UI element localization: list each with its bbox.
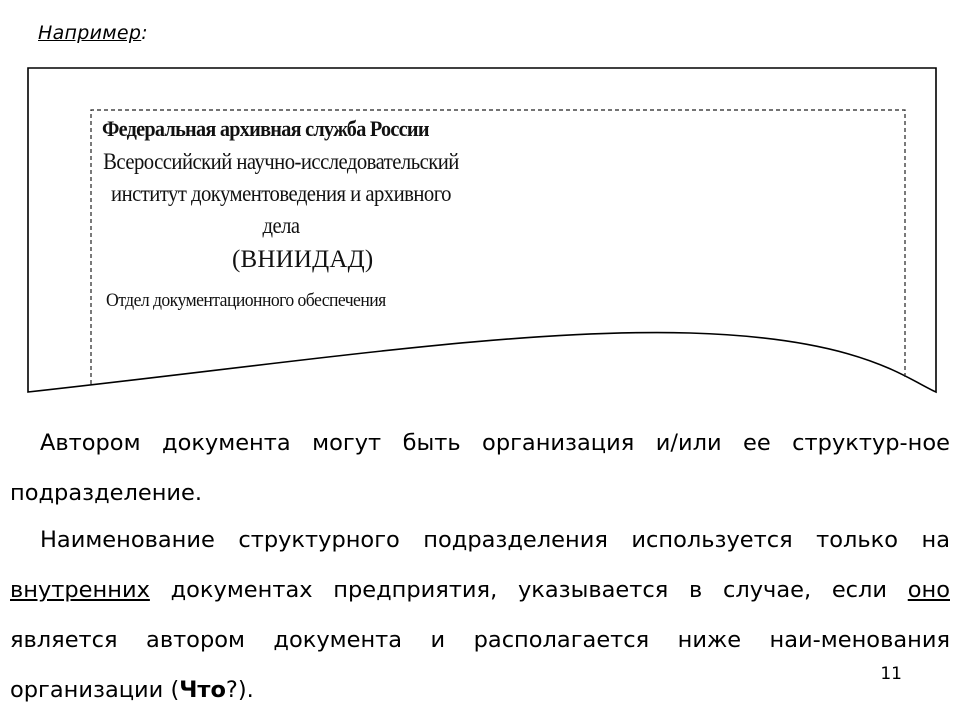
underlined-it: оно bbox=[907, 577, 950, 603]
example-label-text: Например bbox=[38, 22, 142, 44]
paragraph-part-1: Наименование структурного подразделения используется только на bbox=[40, 527, 950, 553]
underlined-internal: внутренних bbox=[10, 577, 150, 603]
example-label-colon: : bbox=[141, 22, 148, 44]
paragraph-part-2: документах предприятия, указывается в случае, если bbox=[149, 577, 908, 603]
paragraph-part-4: ?). bbox=[225, 677, 254, 703]
stamp-institute-name: Всероссийский научно-исследовательский институт документоведения и архивного дела bbox=[103, 149, 459, 238]
paragraph-author-text: Автором документа могут быть организация и/или ее структур-ное подразделение. bbox=[10, 430, 950, 506]
paragraph-part-3: является автором документа и располагается ниже наи-менования организации ( bbox=[10, 627, 950, 703]
stamp-department: Отдел документационного обеспечения bbox=[106, 290, 386, 311]
paragraph-author bbox=[10, 418, 950, 518]
paragraph-department-name bbox=[10, 515, 950, 715]
bold-what: Что bbox=[179, 677, 226, 703]
stamp-abbreviation: (ВНИИДАД) bbox=[232, 246, 374, 273]
page-number: 11 bbox=[880, 664, 902, 684]
stamp-federal-service: Федеральная архивная служба России bbox=[102, 116, 429, 141]
